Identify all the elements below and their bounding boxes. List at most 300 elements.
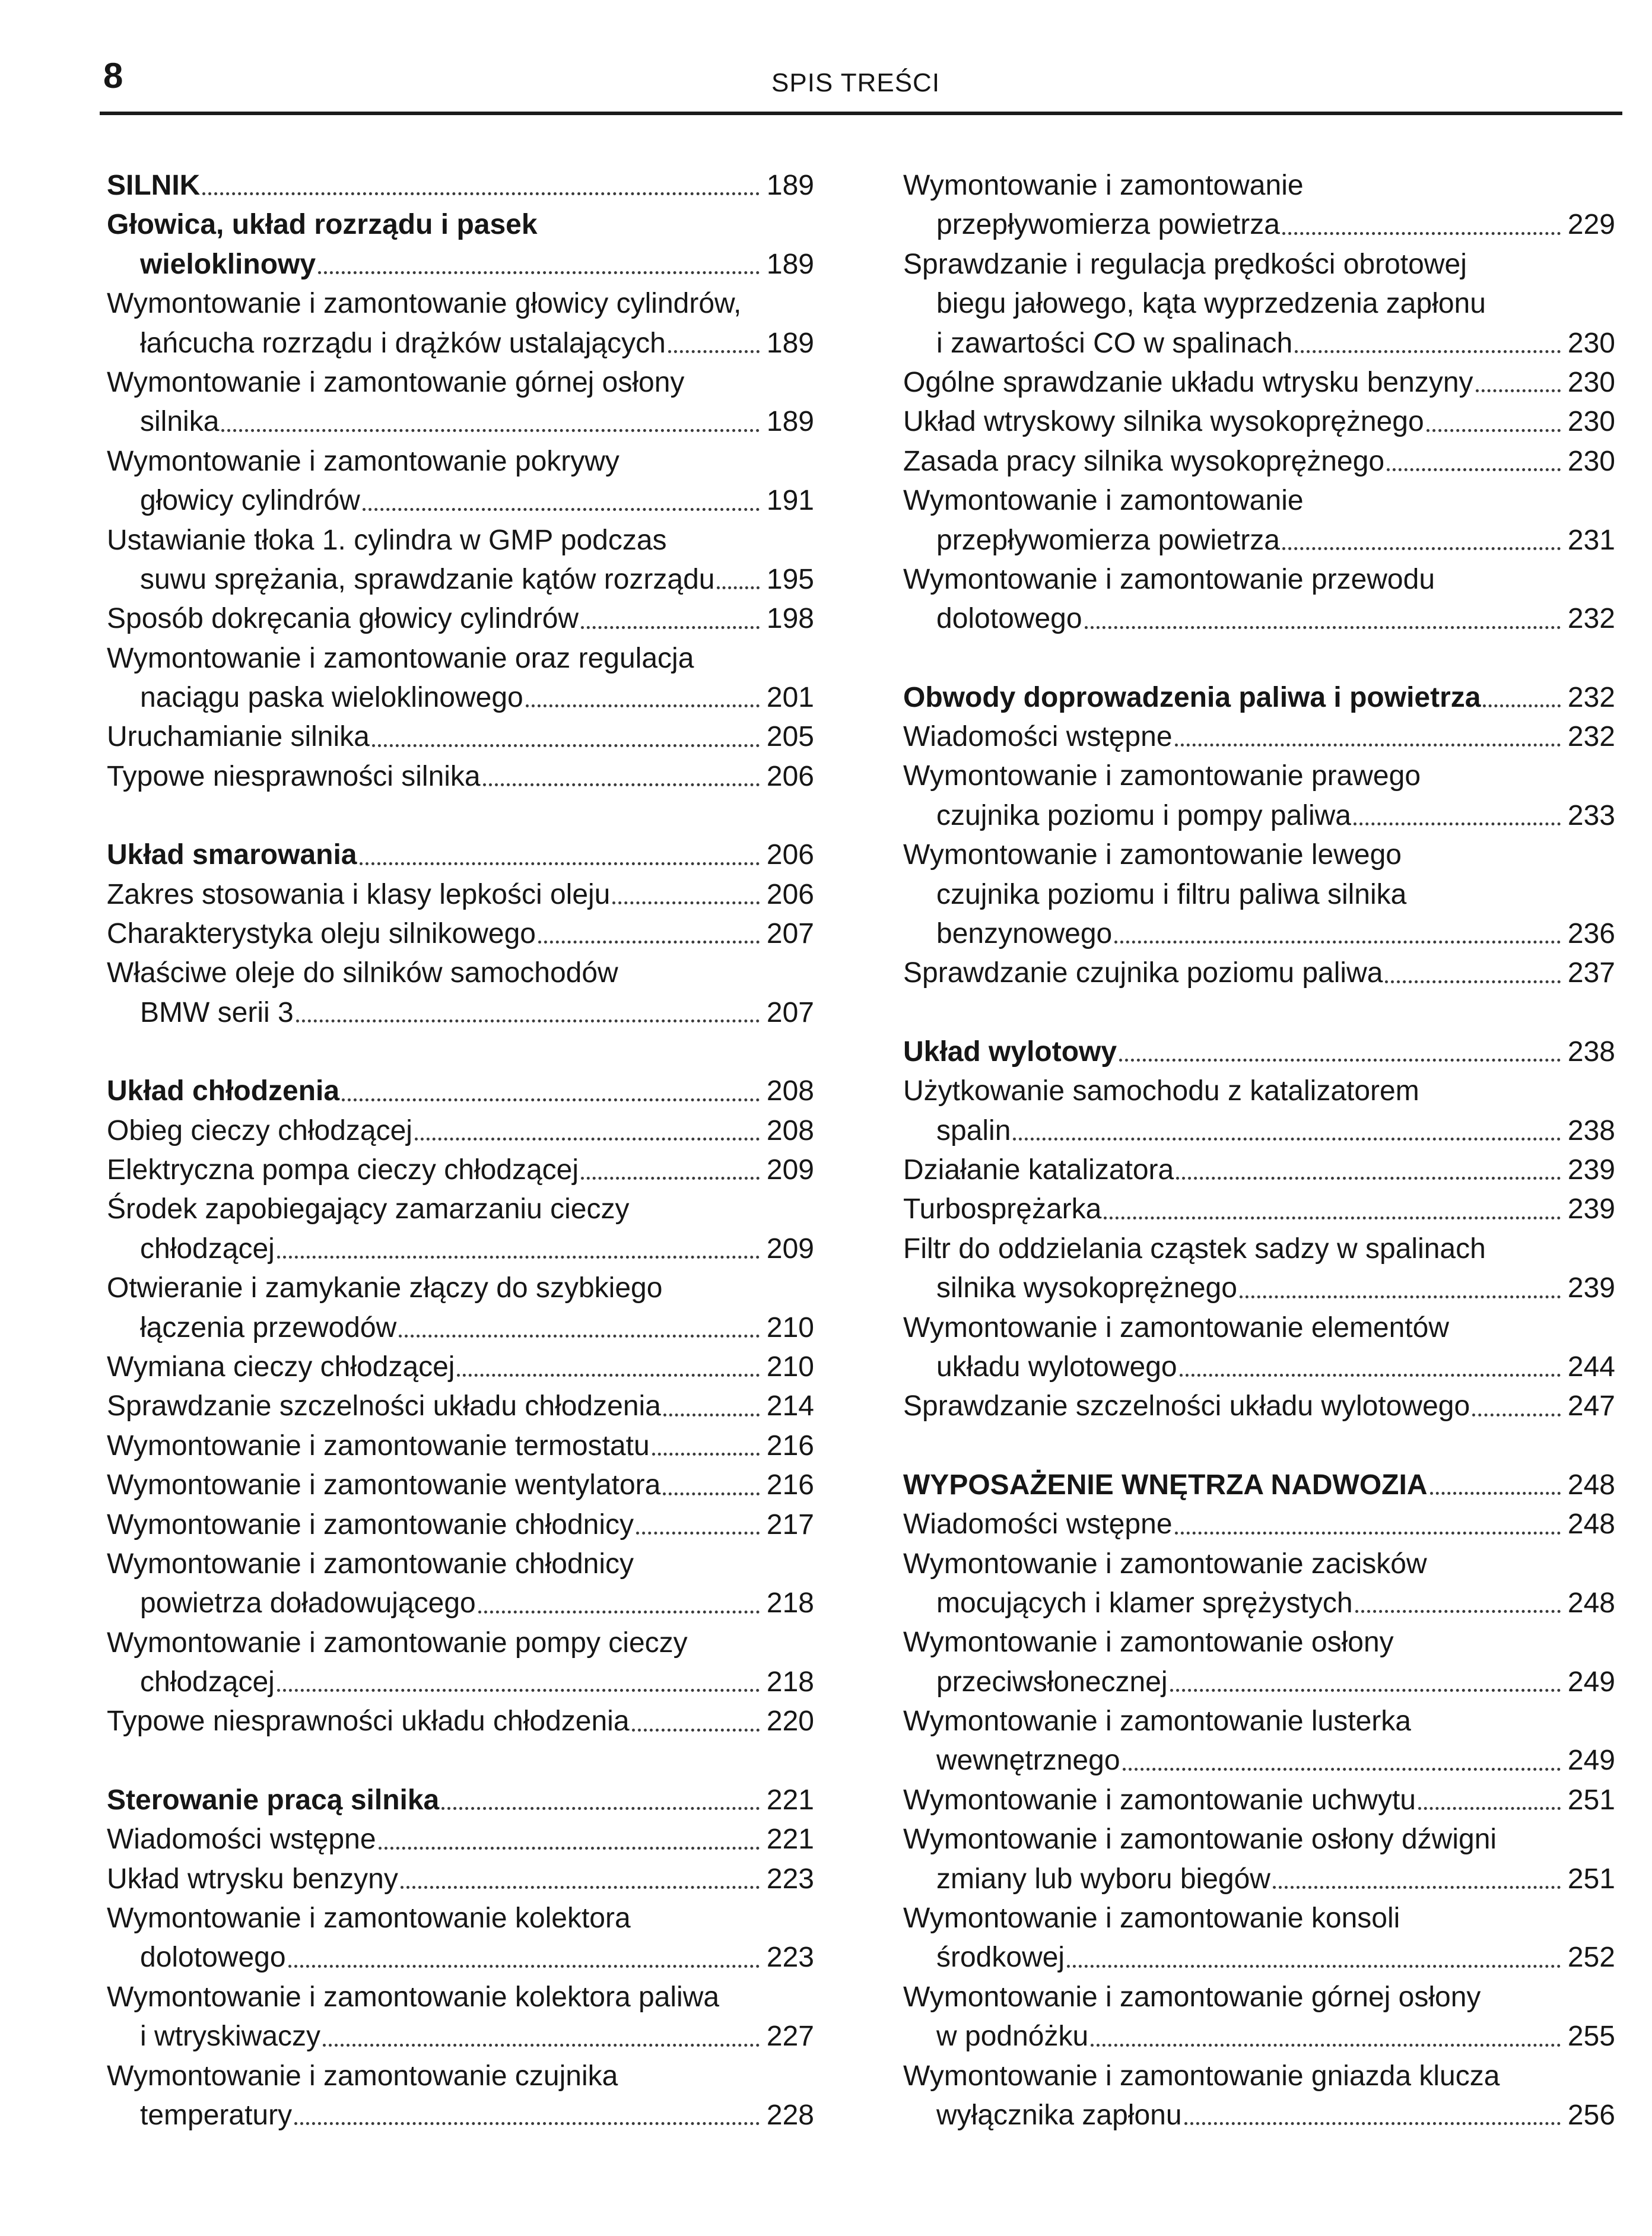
toc-entry-title: Głowica, układ rozrządu i pasek bbox=[107, 209, 538, 241]
dot-leader bbox=[1175, 1531, 1561, 1535]
toc-page-number: 251 bbox=[1567, 1784, 1615, 1816]
dot-leader bbox=[632, 1728, 760, 1732]
toc-entry-line bbox=[903, 1781, 1615, 1820]
toc-entry bbox=[107, 2057, 814, 2136]
toc-page-number: 252 bbox=[1567, 1942, 1615, 1974]
toc-entry-title: Zakres stosowania i klasy lepkości oleju bbox=[107, 878, 611, 910]
toc-entry-line bbox=[107, 560, 814, 599]
toc-entry-title: łańcucha rozrządu i drążków ustalających bbox=[140, 327, 666, 359]
toc-entry-line bbox=[107, 481, 814, 520]
toc-page-number: 256 bbox=[1567, 2099, 1615, 2131]
dot-leader bbox=[1180, 1373, 1561, 1377]
toc-entry-line bbox=[107, 954, 814, 993]
dot-leader bbox=[1119, 1058, 1561, 1062]
dot-leader bbox=[526, 704, 760, 707]
toc-section-heading bbox=[107, 1072, 814, 1111]
toc-entry-title: WYPOSAŻENIE WNĘTRZA NADWOZIA bbox=[903, 1469, 1428, 1501]
dot-leader bbox=[581, 1176, 760, 1180]
toc-entry-title: benzynowego bbox=[936, 918, 1113, 950]
toc-page-number: 228 bbox=[766, 2099, 814, 2131]
toc-entry-title: Wymontowanie i zamontowanie osłony dźwigni bbox=[903, 1824, 1497, 1856]
toc-section-heading bbox=[107, 205, 814, 284]
toc-entry-title: silnika wysokoprężnego bbox=[936, 1272, 1237, 1304]
toc-page-number: 216 bbox=[766, 1469, 814, 1501]
toc-entry-line bbox=[903, 205, 1615, 244]
toc-entry-line bbox=[903, 1072, 1615, 1111]
toc-entry-title: Wiadomości wstępne bbox=[107, 1824, 376, 1856]
toc-page-number: 189 bbox=[766, 406, 814, 438]
toc-entry-line bbox=[903, 1269, 1615, 1308]
dot-leader bbox=[1184, 2121, 1561, 2125]
dot-leader bbox=[1385, 980, 1561, 983]
toc-entry-line bbox=[903, 678, 1615, 717]
toc-entry-line bbox=[903, 1387, 1615, 1426]
toc-entry-line bbox=[903, 1348, 1615, 1387]
toc-entry-title: Wymontowanie i zamontowanie elementów bbox=[903, 1311, 1450, 1343]
toc-entry-line bbox=[903, 1938, 1615, 1977]
toc-entry-title: Układ wylotowy bbox=[903, 1036, 1117, 1068]
toc-entry-title: Elektryczna pompa cieczy chłodzącej bbox=[107, 1154, 579, 1186]
toc-entry bbox=[903, 1387, 1615, 1426]
toc-entry bbox=[107, 717, 814, 757]
toc-entry-line bbox=[903, 1230, 1615, 1269]
toc-page-number: 229 bbox=[1567, 209, 1615, 241]
toc-page-number: 206 bbox=[766, 878, 814, 910]
toc-entry-line bbox=[107, 639, 814, 678]
toc-entry-title: Wymontowanie i zamontowanie termostatu bbox=[107, 1430, 650, 1462]
toc-section-heading bbox=[903, 1033, 1615, 1072]
toc-page-number: 210 bbox=[766, 1351, 814, 1383]
toc-entry-title: czujnika poziomu i filtru paliwa silnika bbox=[936, 878, 1407, 910]
toc-entry-title: Typowe niesprawności układu chłodzenia bbox=[107, 1705, 630, 1738]
toc-entry bbox=[903, 1505, 1615, 1544]
dot-leader bbox=[1387, 468, 1561, 471]
dot-leader bbox=[636, 1531, 760, 1535]
toc-page-number: 248 bbox=[1567, 1508, 1615, 1541]
dot-leader bbox=[1175, 743, 1561, 747]
toc-page-number: 220 bbox=[766, 1705, 814, 1738]
dot-leader bbox=[1355, 1609, 1561, 1613]
dot-leader bbox=[1123, 1767, 1561, 1771]
toc-entry-line bbox=[903, 2096, 1615, 2135]
toc-entry-line bbox=[903, 1978, 1615, 2017]
toc-entry-line bbox=[903, 1623, 1615, 1662]
toc-entry-line bbox=[107, 1860, 814, 1899]
toc-entry-title: Wymontowanie i zamontowanie głowicy cylindrów, bbox=[107, 288, 742, 320]
toc-entry-line bbox=[107, 1545, 814, 1584]
dot-leader bbox=[1170, 1688, 1561, 1692]
toc-entry-title: Środek zapobiegający zamarzaniu cieczy bbox=[107, 1193, 630, 1225]
toc-entry-title: Wymontowanie i zamontowanie lewego bbox=[903, 839, 1402, 871]
toc-entry-line bbox=[903, 914, 1615, 954]
dot-leader bbox=[1067, 1964, 1561, 1968]
dot-leader bbox=[318, 271, 760, 274]
dot-leader bbox=[1430, 1491, 1561, 1495]
dot-leader bbox=[441, 1806, 760, 1810]
toc-page-number: 221 bbox=[766, 1824, 814, 1856]
toc-entry-title: Działanie katalizatora bbox=[903, 1154, 1174, 1186]
toc-entry-title: Wymontowanie i zamontowanie kolektora bbox=[107, 1902, 631, 1935]
toc-entry-line bbox=[903, 1151, 1615, 1190]
dot-leader bbox=[277, 1688, 760, 1692]
toc-entry bbox=[903, 1151, 1615, 1190]
dot-leader bbox=[1354, 822, 1561, 825]
toc-entry bbox=[107, 757, 814, 796]
toc-page-number: 210 bbox=[766, 1311, 814, 1343]
toc-entry-line bbox=[903, 717, 1615, 757]
toc-page-number: 227 bbox=[766, 2021, 814, 2053]
toc-entry-title: Wymontowanie i zamontowanie osłony bbox=[903, 1627, 1394, 1659]
toc-entry-line bbox=[107, 1427, 814, 1466]
toc-page-number: 239 bbox=[1567, 1154, 1615, 1186]
toc-page-number: 223 bbox=[766, 1863, 814, 1895]
toc-entry-title: Układ wtryskowy silnika wysokoprężnego bbox=[903, 406, 1424, 438]
toc-entry bbox=[107, 1387, 814, 1426]
toc-entry bbox=[903, 1781, 1615, 1820]
dot-leader bbox=[663, 1413, 760, 1416]
toc-entry-title: suwu sprężania, sprawdzanie kątów rozrządu bbox=[140, 563, 715, 595]
toc-page-number: 223 bbox=[766, 1942, 814, 1974]
toc-entry-title: Układ smarowania bbox=[107, 839, 357, 871]
toc-entry bbox=[903, 1230, 1615, 1308]
dot-leader bbox=[483, 783, 760, 786]
toc-entry-title: mocujących i klamer sprężystych bbox=[936, 1587, 1353, 1619]
toc-entry-title: Sprawdzanie czujnika poziomu paliwa bbox=[903, 957, 1383, 989]
toc-entry-line bbox=[903, 560, 1615, 599]
toc-entry bbox=[903, 1702, 1615, 1781]
toc-entry-line bbox=[903, 1663, 1615, 1702]
toc-entry-title: Wiadomości wstępne bbox=[903, 721, 1173, 753]
toc-entry bbox=[903, 363, 1615, 402]
toc-entry-line bbox=[107, 2057, 814, 2096]
toc-entry-line bbox=[903, 1033, 1615, 1072]
toc-entry-title: przepływomierza powietrza bbox=[936, 524, 1280, 556]
toc-entry-line bbox=[903, 284, 1615, 323]
toc-page-number: 230 bbox=[1567, 445, 1615, 477]
toc-entry bbox=[107, 639, 814, 718]
toc-entry-title: Wymontowanie i zamontowanie bbox=[903, 485, 1304, 517]
toc-entry bbox=[903, 836, 1615, 954]
toc-entry bbox=[903, 2057, 1615, 2136]
toc-entry-line bbox=[107, 1190, 814, 1229]
toc-section-heading bbox=[107, 166, 814, 205]
toc-entry bbox=[903, 442, 1615, 481]
toc-entry bbox=[107, 599, 814, 639]
toc-entry bbox=[107, 521, 814, 600]
toc-entry-title: Wymontowanie i zamontowanie zacisków bbox=[903, 1548, 1427, 1580]
toc-page-number: 251 bbox=[1567, 1863, 1615, 1895]
toc-entry-title: Zasada pracy silnika wysokoprężnego bbox=[903, 445, 1385, 477]
toc-entry-title: Wymontowanie i zamontowanie pompy cieczy bbox=[107, 1627, 688, 1659]
toc-entry-title: łączenia przewodów bbox=[140, 1311, 397, 1343]
toc-entry bbox=[107, 1899, 814, 1978]
toc-entry-title: Wymontowanie i zamontowanie bbox=[903, 170, 1304, 201]
toc-entry bbox=[107, 363, 814, 442]
toc-entry-line bbox=[107, 166, 814, 205]
toc-entry-line bbox=[903, 1308, 1615, 1348]
toc-entry-line bbox=[903, 1466, 1615, 1505]
toc-entry-line bbox=[903, 836, 1615, 875]
toc-entry-line bbox=[903, 599, 1615, 639]
toc-entry-title: Właściwe oleje do silników samochodów bbox=[107, 957, 618, 989]
toc-entry-line bbox=[107, 993, 814, 1033]
toc-entry-line bbox=[903, 1899, 1615, 1938]
dot-leader bbox=[221, 428, 760, 432]
toc-entry bbox=[107, 1151, 814, 1190]
toc-entry-title: Typowe niesprawności silnika bbox=[107, 760, 481, 792]
toc-entry-title: Sterowanie pracą silnika bbox=[107, 1784, 440, 1816]
dot-leader bbox=[202, 192, 760, 195]
toc-entry bbox=[107, 1427, 814, 1466]
toc-entry-line bbox=[107, 402, 814, 442]
toc-section-heading bbox=[107, 836, 814, 875]
toc-entry bbox=[903, 1820, 1615, 1899]
toc-entry bbox=[107, 284, 814, 363]
toc-entry-line bbox=[107, 1584, 814, 1623]
dot-leader bbox=[415, 1137, 760, 1141]
toc-entry-line bbox=[903, 2017, 1615, 2056]
toc-entry-title: Sprawdzanie szczelności układu wylotowego bbox=[903, 1390, 1470, 1422]
toc-entry-line bbox=[107, 757, 814, 796]
toc-page-number: 214 bbox=[766, 1390, 814, 1422]
toc-entry-title: wyłącznika zapłonu bbox=[936, 2099, 1182, 2131]
toc-page-number: 206 bbox=[766, 839, 814, 871]
toc-entry-title: Wymontowanie i zamontowanie uchwytu bbox=[903, 1784, 1416, 1816]
toc-page-number: 248 bbox=[1567, 1587, 1615, 1619]
dot-leader bbox=[277, 1255, 760, 1259]
dot-leader bbox=[360, 862, 760, 865]
toc-entry bbox=[903, 245, 1615, 363]
dot-leader bbox=[581, 625, 760, 629]
toc-page-number: 218 bbox=[766, 1587, 814, 1619]
dot-leader bbox=[342, 1098, 760, 1101]
toc-entry-title: Turbosprężarka bbox=[903, 1193, 1102, 1225]
toc-page-number: 239 bbox=[1567, 1193, 1615, 1225]
toc-entry-line bbox=[107, 599, 814, 639]
toc-entry-line bbox=[903, 1190, 1615, 1229]
toc-entry-title: dolotowego bbox=[936, 603, 1082, 635]
dot-leader bbox=[296, 1019, 760, 1022]
toc-page-number: 206 bbox=[766, 760, 814, 792]
toc-entry-line bbox=[903, 442, 1615, 481]
dot-leader bbox=[288, 1964, 760, 1968]
toc-entry bbox=[903, 1623, 1615, 1702]
toc-entry bbox=[107, 1624, 814, 1703]
toc-page-number: 232 bbox=[1567, 603, 1615, 635]
toc-page-number: 232 bbox=[1567, 721, 1615, 753]
toc-entry-line bbox=[903, 1820, 1615, 1859]
toc-entry-line bbox=[107, 1151, 814, 1190]
toc-entry-title: wewnętrznego bbox=[936, 1745, 1120, 1777]
toc-page-number: 230 bbox=[1567, 327, 1615, 359]
toc-entry bbox=[107, 1190, 814, 1269]
toc-entry-line bbox=[903, 481, 1615, 520]
toc-entry-line bbox=[107, 1111, 814, 1151]
toc-entry-title: Sprawdzanie i regulacja prędkości obrotowej bbox=[903, 248, 1467, 280]
toc-entry bbox=[903, 560, 1615, 639]
dot-leader bbox=[1013, 1137, 1561, 1141]
toc-entry-line bbox=[107, 363, 814, 402]
toc-entry-title: Charakterystyka oleju silnikowego bbox=[107, 918, 536, 950]
toc-entry-title: BMW serii 3 bbox=[140, 996, 294, 1028]
dot-leader bbox=[399, 1334, 760, 1338]
toc-entry-title: czujnika poziomu i pompy paliwa bbox=[936, 799, 1351, 831]
dot-leader bbox=[1476, 389, 1561, 392]
toc-page-number: 191 bbox=[766, 485, 814, 517]
toc-entry-title: naciągu paska wieloklinowego bbox=[140, 682, 523, 714]
dot-leader bbox=[1273, 1885, 1561, 1889]
toc-entry-line bbox=[903, 954, 1615, 993]
toc-entry-line bbox=[107, 2017, 814, 2056]
dot-leader bbox=[717, 586, 760, 589]
toc-entry-title: SILNIK bbox=[107, 170, 201, 201]
toc-entry bbox=[903, 757, 1615, 836]
toc-entry-line bbox=[903, 1111, 1615, 1151]
toc-entry-title: przeciwsłonecznej bbox=[936, 1666, 1168, 1698]
toc-entry-line bbox=[107, 324, 814, 363]
toc-entry-line bbox=[903, 757, 1615, 796]
dot-leader bbox=[1104, 1216, 1561, 1219]
toc-page-number: 237 bbox=[1567, 957, 1615, 989]
toc-page-number: 244 bbox=[1567, 1351, 1615, 1383]
toc-entry-title: Układ wtrysku benzyny bbox=[107, 1863, 398, 1895]
dot-leader bbox=[652, 1452, 760, 1456]
toc-entry-line bbox=[107, 717, 814, 757]
toc-entry-line bbox=[107, 875, 814, 914]
dot-leader bbox=[1085, 625, 1561, 629]
toc-page-number: 198 bbox=[766, 603, 814, 635]
dot-leader bbox=[668, 350, 760, 353]
toc-entry-title: w podnóżku bbox=[936, 2021, 1089, 2053]
toc-entry-title: Ogólne sprawdzanie układu wtrysku benzyny bbox=[903, 366, 1473, 398]
toc-entry-title: Wymontowanie i zamontowanie prawego bbox=[903, 760, 1421, 792]
toc-entry bbox=[107, 914, 814, 954]
toc-entry-line bbox=[107, 1938, 814, 1977]
toc-entry bbox=[107, 1111, 814, 1151]
dot-leader bbox=[478, 1610, 760, 1614]
dot-leader bbox=[294, 2121, 760, 2125]
toc-entry-title: Wymontowanie i zamontowanie konsoli bbox=[903, 1902, 1400, 1935]
toc-entry bbox=[903, 166, 1615, 245]
toc-section-heading bbox=[107, 1781, 814, 1820]
toc-page-number: 239 bbox=[1567, 1272, 1615, 1304]
toc-page-number: 249 bbox=[1567, 1666, 1615, 1698]
toc-entry-title: Użytkowanie samochodu z katalizatorem bbox=[903, 1075, 1419, 1107]
toc-entry-line bbox=[903, 324, 1615, 363]
toc-entry-line bbox=[107, 1506, 814, 1545]
toc-entry bbox=[903, 1978, 1615, 2057]
toc-entry-title: wieloklinowy bbox=[140, 248, 316, 280]
dot-leader bbox=[379, 1846, 760, 1850]
toc-entry-title: biegu jałowego, kąta wyprzedzenia zapłonu bbox=[936, 288, 1486, 320]
toc-page-number: 248 bbox=[1567, 1469, 1615, 1501]
toc-page-number: 189 bbox=[766, 170, 814, 201]
toc-entry-title: Wymontowanie i zamontowanie lusterka bbox=[903, 1705, 1411, 1738]
toc-entry-line bbox=[107, 1781, 814, 1820]
dot-leader bbox=[1176, 1176, 1561, 1180]
toc-entry-line bbox=[107, 1702, 814, 1741]
toc-entry-line bbox=[903, 2057, 1615, 2096]
toc-entry bbox=[903, 717, 1615, 757]
running-title: SPIS TREŚCI bbox=[771, 68, 941, 97]
dot-leader bbox=[1418, 1806, 1561, 1810]
toc-page-number: 236 bbox=[1567, 918, 1615, 950]
toc-entry bbox=[107, 1860, 814, 1899]
dot-leader bbox=[401, 1885, 760, 1889]
dot-leader bbox=[538, 940, 760, 944]
dot-leader bbox=[323, 2043, 760, 2047]
toc-entry-title: Obwody doprowadzenia paliwa i powietrza bbox=[903, 681, 1481, 713]
toc-entry bbox=[107, 1978, 814, 2057]
toc-entry-line bbox=[107, 205, 814, 244]
toc-page-number: 216 bbox=[766, 1430, 814, 1462]
toc-entry-title: Wymontowanie i zamontowanie czujnika bbox=[107, 2060, 618, 2092]
toc-entry bbox=[107, 954, 814, 1033]
toc-entry bbox=[107, 1545, 814, 1624]
toc-entry-line bbox=[107, 2096, 814, 2135]
toc-entry-line bbox=[107, 1466, 814, 1505]
toc-entry-title: Wymontowanie i zamontowanie pokrywy bbox=[107, 445, 620, 477]
toc-entry-line bbox=[903, 875, 1615, 914]
dot-leader bbox=[663, 1492, 760, 1495]
toc-entry bbox=[903, 402, 1615, 442]
toc-entry-line bbox=[107, 1072, 814, 1111]
toc-column-left bbox=[107, 166, 814, 2135]
toc-entry-title: Obieg cieczy chłodzącej bbox=[107, 1114, 412, 1146]
toc-entry-title: i wtryskiwaczy bbox=[140, 2021, 321, 2053]
header-rule bbox=[100, 112, 1622, 115]
toc-section-heading bbox=[903, 678, 1615, 717]
dot-leader bbox=[1282, 231, 1561, 235]
toc-page-number: 209 bbox=[766, 1233, 814, 1265]
toc-entry bbox=[107, 1506, 814, 1545]
toc-entry-title: Wiadomości wstępne bbox=[903, 1508, 1173, 1541]
toc-entry-line bbox=[107, 1820, 814, 1859]
toc-entry-title: Wymontowanie i zamontowanie kolektora paliwa bbox=[107, 1981, 720, 2013]
dot-leader bbox=[1282, 547, 1561, 550]
toc-entry bbox=[903, 1545, 1615, 1624]
dot-leader bbox=[363, 507, 760, 511]
toc-entry-line bbox=[107, 1663, 814, 1702]
page-number: 8 bbox=[103, 56, 123, 96]
toc-entry-title: Układ chłodzenia bbox=[107, 1075, 340, 1107]
toc-page-number: 209 bbox=[766, 1154, 814, 1186]
toc-entry-title: układu wylotowego bbox=[936, 1351, 1177, 1383]
toc-entry-title: Wymontowanie i zamontowanie górnej osłony bbox=[903, 1981, 1481, 2013]
toc-entry-line bbox=[903, 1545, 1615, 1584]
toc-entry bbox=[107, 1269, 814, 1348]
toc-page-number: 238 bbox=[1567, 1036, 1615, 1068]
toc-entry-line bbox=[107, 1230, 814, 1269]
dot-leader bbox=[1114, 940, 1561, 944]
toc-page-number: 249 bbox=[1567, 1745, 1615, 1777]
toc-entry-line bbox=[903, 796, 1615, 836]
toc-entry-line bbox=[903, 402, 1615, 442]
toc-entry-line bbox=[903, 363, 1615, 402]
toc-entry bbox=[903, 1072, 1615, 1151]
dot-leader bbox=[372, 744, 760, 747]
toc-entry bbox=[903, 954, 1615, 993]
toc-entry bbox=[107, 1820, 814, 1859]
toc-entry bbox=[107, 1348, 814, 1387]
toc-page-number: 207 bbox=[766, 918, 814, 950]
dot-leader bbox=[1295, 350, 1561, 353]
toc-entry-title: Wymontowanie i zamontowanie chłodnicy bbox=[107, 1548, 634, 1580]
toc-entry-title: Uruchamianie silnika bbox=[107, 721, 370, 753]
toc-page-number: 189 bbox=[766, 327, 814, 359]
dot-leader bbox=[612, 901, 760, 904]
toc-entry-title: dolotowego bbox=[140, 1942, 286, 1974]
